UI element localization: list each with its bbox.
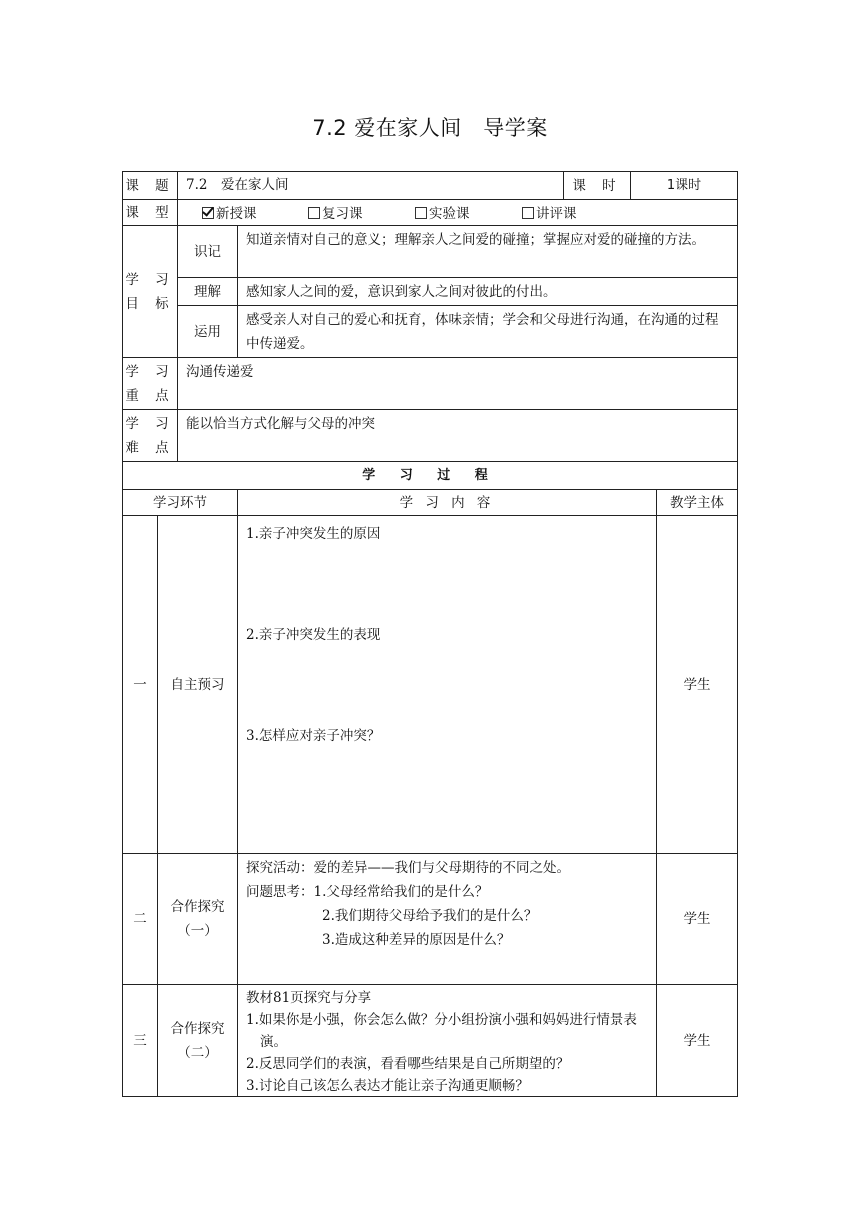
topic-value: 7.2 爱在家人间 [177,171,563,199]
goal-apply-label: 运用 [177,305,237,357]
goal-recall-label: 识记 [177,225,237,277]
type-options [177,199,737,225]
stage-1-subject: 学生 [656,515,737,853]
checkbox-icon [415,207,427,219]
type-label: 课 型 [122,199,177,225]
stage-1-content [237,515,656,853]
stage-2-question: 2.我们期待父母给予我们的是什么？ [322,908,538,924]
stage-1-item: 1.亲子冲突发生的原因 [246,526,381,542]
stage-2-name: 合作探究 （一） [157,853,237,984]
stage-1-name: 自主预习 [157,515,237,853]
stage-3-item: 2.反思同学们的表演，看看哪些结果是自己所期望的？ [246,1056,570,1072]
col-stage-header: 学习环节 [122,489,237,515]
checked-box-icon [202,207,214,219]
type-option-review[interactable]: 复习课 [308,202,363,226]
key-point-label: 学 习 重 点 [122,357,177,409]
checkbox-icon [522,207,534,219]
col-subject-header: 教学主体 [656,489,737,515]
hours-label: 课 时 [563,171,630,199]
hours-value: 1课时 [630,171,737,199]
stage-1-number: 一 [122,515,157,853]
process-heading: 学 习 过 程 [122,461,737,489]
stage-3-subject: 学生 [656,984,737,1096]
stage-2-question: 3.造成这种差异的原因是什么？ [322,932,511,948]
topic-label: 课 题 [122,171,177,199]
checkbox-icon [308,207,320,219]
stage-3-content [237,984,656,1096]
difficulty-label: 学 习 难 点 [122,409,177,461]
goal-understand-text: 感知家人之间的爱，意识到家人之间对彼此的付出。 [237,277,737,305]
type-option-new[interactable]: 新授课 [202,202,257,226]
key-point-text: 沟通传递爱 [177,357,737,409]
stage-2-number: 二 [122,853,157,984]
goal-understand-label: 理解 [177,277,237,305]
stage-2-activity: 探究活动：爱的差异——我们与父母期待的不同之处。 [246,860,570,876]
type-option-lab[interactable]: 实验课 [415,202,470,226]
stage-3-item: 1.如果你是小强，你会怎么做？分小组扮演小强和妈妈进行情景表演。 [246,1012,637,1050]
type-option-commentary[interactable]: 讲评课 [522,202,577,226]
goal-recall-text: 知道亲情对自己的意义；理解亲人之间爱的碰撞；掌握应对爱的碰撞的方法。 [237,225,737,277]
stage-2-content [237,853,656,984]
stage-3-intro: 教材81页探究与分享 [246,990,372,1006]
stage-2-question-row: 问题思考：1.父母经常给我们的是什么？ [246,884,489,900]
difficulty-text: 能以恰当方式化解与父母的冲突 [177,409,737,461]
table-border-bottom [122,1096,738,1097]
stage-1-item: 3.怎样应对亲子冲突？ [246,728,381,744]
stage-3-number: 三 [122,984,157,1096]
stage-2-subject: 学生 [656,853,737,984]
table-border-right [737,171,738,1097]
col-content-header: 学 习 内 容 [237,489,656,515]
goals-label: 学 习 目 标 [122,225,177,357]
page-title: 7.2 爱在家人间 导学案 [312,116,548,140]
goal-apply-text: 感受亲人对自己的爱心和抚育，体味亲情；学会和父母进行沟通，在沟通的过程中传递爱。 [237,305,737,357]
stage-3-item: 3.讨论自己该怎么表达才能让亲子沟通更顺畅？ [246,1078,529,1094]
stage-3-name: 合作探究 （二） [157,984,237,1096]
stage-1-item: 2.亲子冲突发生的表现 [246,627,381,643]
